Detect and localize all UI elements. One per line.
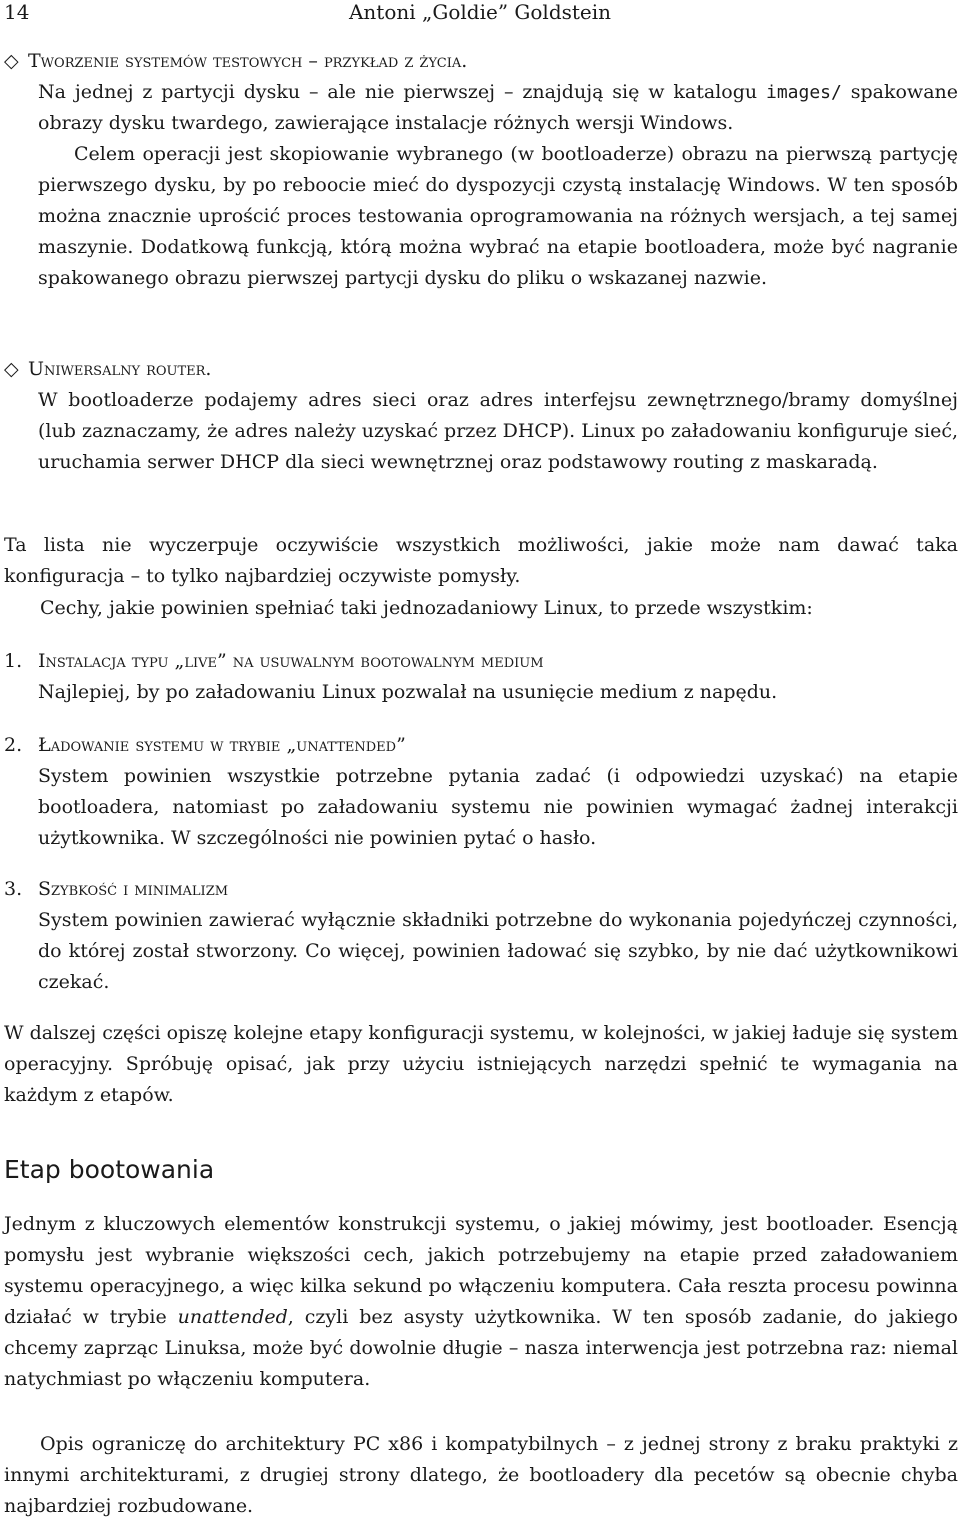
- list-item-title: Instalacja typu „live” na usuwalnym bootowalnym medium: [38, 650, 544, 672]
- list-item: [4, 874, 958, 998]
- emphasis-text: unattended: [177, 1306, 288, 1328]
- page-header: [0, 0, 960, 24]
- bullet-title: Tworzenie systemów testowych – przykład z życia.: [28, 50, 468, 72]
- bullet-title: Uniwersalny router.: [28, 358, 212, 380]
- list-item: [4, 646, 958, 708]
- list-number: 2.: [4, 734, 23, 756]
- list-item-text: System powinien wszystkie potrzebne pytania zadać (i odpowiedzi uzyskać) na etapie bootloadera, natomiast po załadowaniu systemu nie powinien wymagać żadnej interakcji użytkownika. W szczególności nie powinien pytać o hasło.: [38, 765, 958, 849]
- list-number: 3.: [4, 878, 23, 900]
- list-item-title: Szybkość i minimalizm: [38, 878, 229, 900]
- bullet-paragraph: Celem operacji jest skopiowanie wybranego (w bootloaderze) obrazu na pierwszą partycję pierwszego dysku, by po reboocie mieć do dyspozycji czystą instalację Windows. W ten sposób można znacznie uprościć proces testowania oprogramowania na różnych wersjach, a tej samej maszynie. Dodatkową funkcją, którą można wybrać na etapie bootloadera, może być nagranie spakowanego obrazu pierwszej partycji dysku do pliku o wskazanej nazwie.: [38, 143, 958, 289]
- list-item-text: Najlepiej, by po załadowaniu Linux pozwalał na usunięcie medium z napędu.: [38, 681, 778, 703]
- bullet-item-test-systems: [4, 46, 958, 294]
- inline-code: images/: [766, 82, 842, 103]
- list-item-text: System powinien zawierać wyłącznie składniki potrzebne do wykonania pojedyńczej czynności, do której został stworzony. Co więcej, powinien ładować się szybko, by nie dać użytkownikowi czekać.: [38, 909, 958, 993]
- diamond-bullet-icon: ◇: [4, 358, 19, 380]
- section-heading: Etap bootowania: [4, 1155, 215, 1184]
- paragraph: Ta lista nie wyczerpuje oczywiście wszystkich możliwości, jakie może nam dawać taka konfiguracja – to tylko najbardziej oczywiste pomysły.: [4, 534, 958, 587]
- bullet-paragraph: W bootloaderze podajemy adres sieci oraz adres interfejsu zewnętrznego/bramy domyślnej (lub zaznaczamy, że adres należy uzyskać przez DHCP). Linux po załadowaniu konfiguruje sieć, uruchamia serwer DHCP dla sieci wewnętrznej oraz podstawowy routing z maskaradą.: [38, 389, 958, 473]
- bullet-paragraph: Na jednej z partycji dysku – ale nie pierwszej – znajdują się w katalogu images/ spakowane obrazy dysku twardego, zawierające instalacje różnych wersji Windows.: [38, 81, 959, 134]
- list-number: 1.: [4, 650, 23, 672]
- diamond-bullet-icon: ◇: [4, 50, 19, 72]
- paragraph: Opis ograniczę do architektury PC x86 i kompatybilnych – z jednej strony z braku praktyki z innymi architekturami, z drugiej strony dlatego, że bootloadery dla pecetów są obecnie chyba najbardziej rozbudowane.: [4, 1433, 958, 1517]
- list-item: [4, 730, 958, 854]
- paragraph: W dalszej części opiszę kolejne etapy konfiguracji systemu, w kolejności, w jakiej ładuje się system operacyjny. Spróbuję opisać, jak przy użyciu istniejących narzędzi spełnić te wymagania na każdym z etapów.: [4, 1022, 958, 1106]
- page-number: 14: [4, 0, 30, 24]
- paragraph: Jednym z kluczowych elementów konstrukcji systemu, o jakiej mówimy, jest bootloader. Esencją pomysłu jest wybranie większości cech, jakich potrzebujemy na etapie przed załadowaniem systemu operacyjnego, a więc kilka sekund po włączeniu komputera. Cała reszta procesu powinna działać w trybie unattended, czyli bez asysty użytkownika. W ten sposób zadanie, do jakiego chcemy zaprząc Linuksa, może być dowolnie długie – nasza interwencja jest potrzebna raz: niemal natychmiast po włączeniu komputera.: [4, 1213, 958, 1390]
- list-item-title: Ładowanie systemu w trybie „unattended”: [38, 734, 406, 756]
- running-header-author: Antoni „Goldie” Goldstein: [348, 0, 612, 24]
- bullet-item-router: [4, 354, 958, 478]
- paragraph: Cechy, jakie powinien spełniać taki jednozadaniowy Linux, to przede wszystkim:: [40, 597, 813, 619]
